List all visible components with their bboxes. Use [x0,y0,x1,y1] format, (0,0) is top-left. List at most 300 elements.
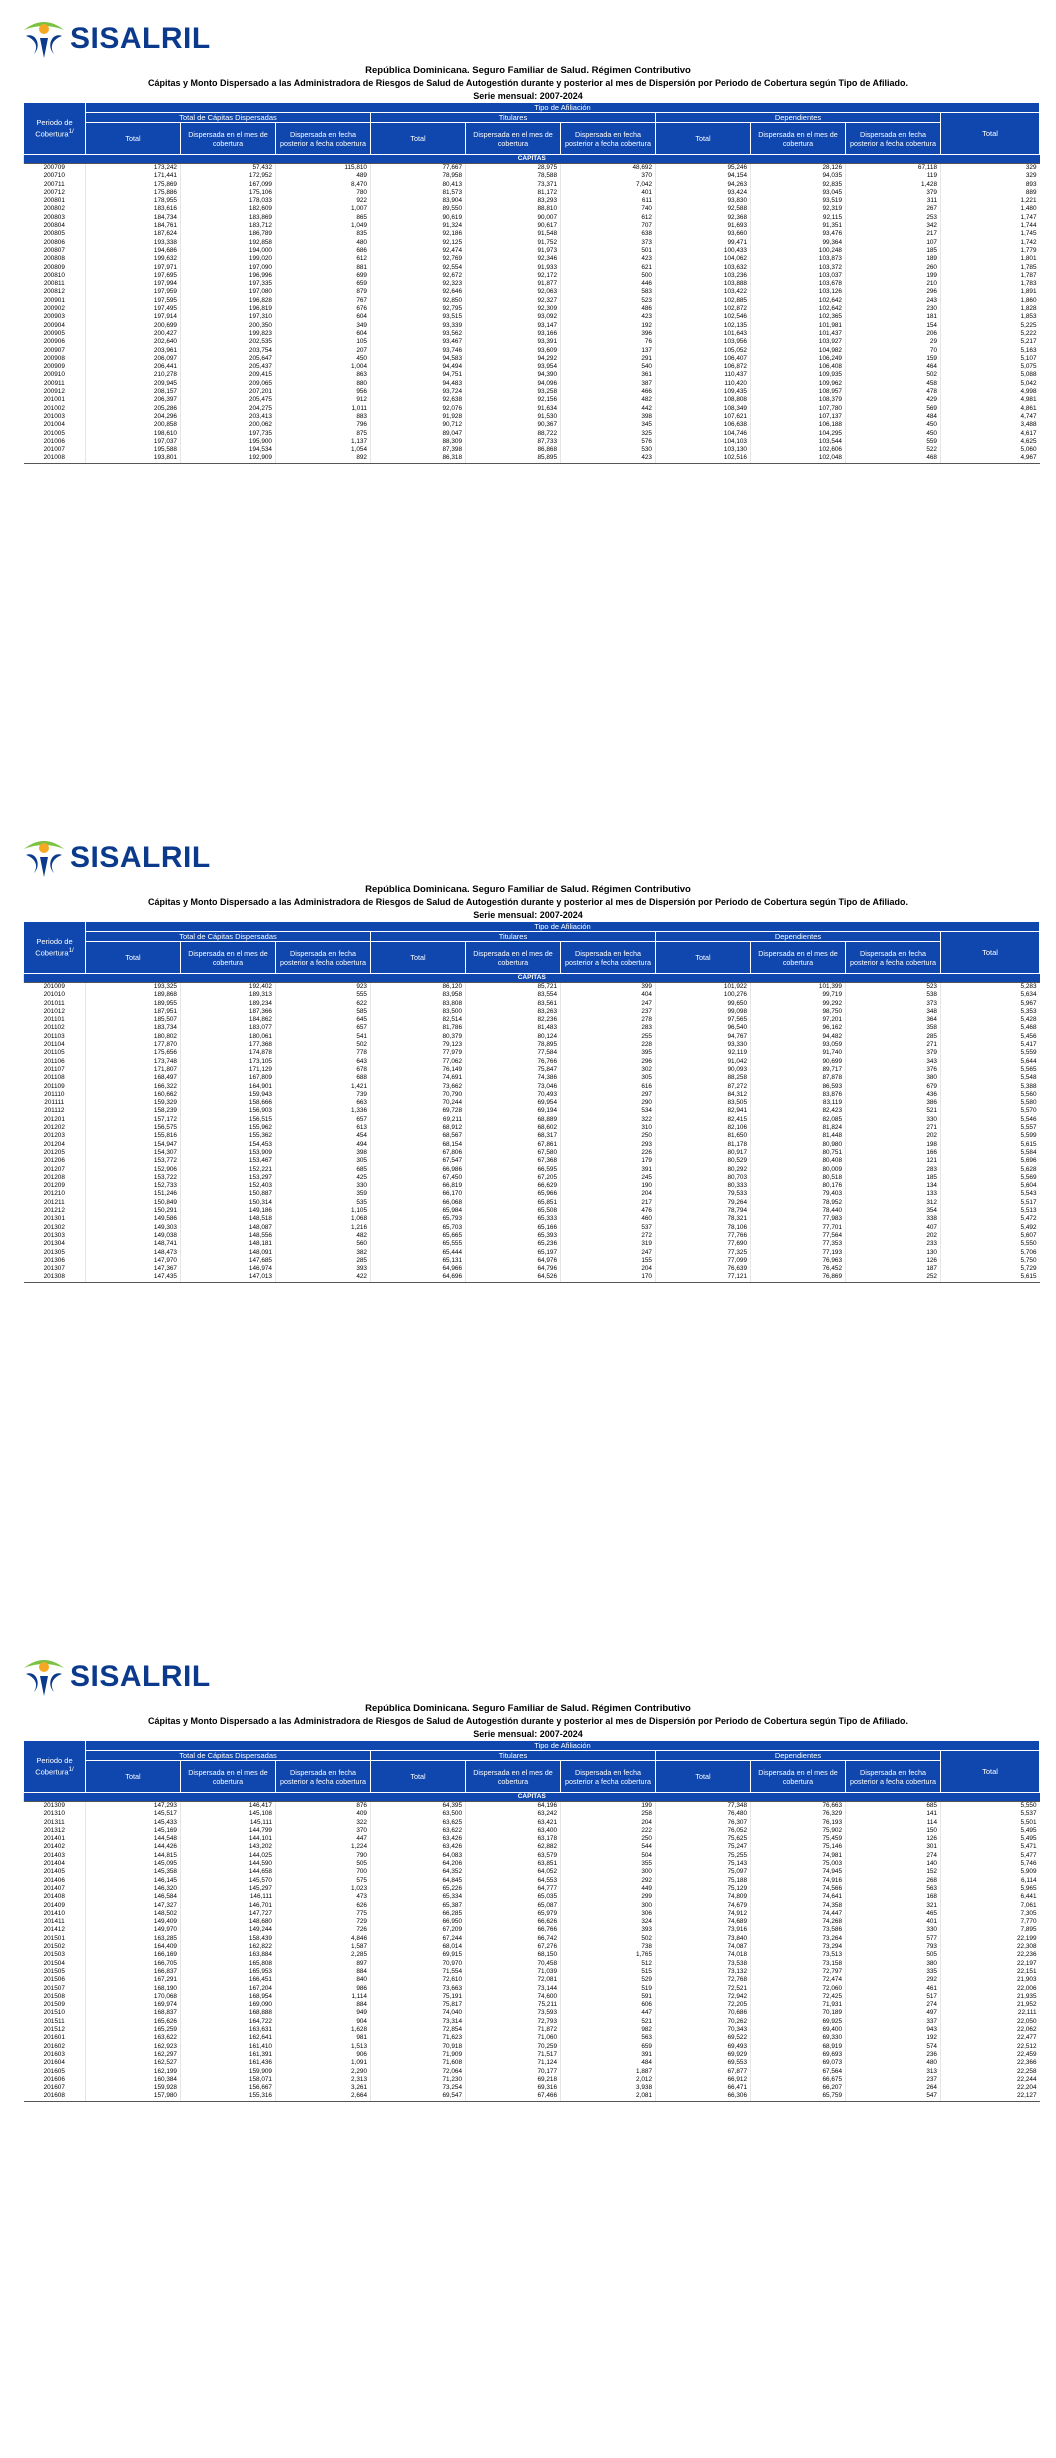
table-cell: 612 [561,214,656,222]
table-cell: 484 [561,2059,656,2067]
table-cell: 376 [846,1066,941,1074]
table-cell: 1,787 [941,272,1040,280]
table-cell: 92,125 [371,239,466,247]
table-cell: 478 [846,388,941,396]
table-cell: 171,129 [181,1066,276,1074]
header-sub-posterior: Dispersada en fecha posterior a fecha cobertura [276,942,371,974]
cell-periodo: 200909 [43,363,65,371]
table-cell: 75,817 [371,2001,466,2009]
table-cell: 83,808 [371,1000,466,1008]
table-cell: 1,224 [276,1843,371,1851]
cell-periodo: 200911 [43,379,65,387]
table-cell: 80,703 [656,1174,751,1182]
table-cell: 884 [276,2001,371,2009]
cell-periodo: 201011 [43,999,65,1007]
table-cell: 146,320 [86,1885,181,1893]
table-cell: 94,292 [466,355,561,363]
cell-periodo: 200804 [43,222,65,230]
table-cell: 293 [561,1141,656,1149]
cell-periodo: 201501 [43,1934,65,1942]
table-cell: 65,087 [466,1902,561,1910]
cell-periodo: 201411 [43,1918,65,1926]
table-cell: 183,869 [181,214,276,222]
table-cell: 94,751 [371,371,466,379]
table-cell: 165,953 [181,1968,276,1976]
table-cell: 80,518 [751,1174,846,1182]
cell-periodo: 201007 [43,446,65,454]
table-row [24,172,1040,180]
table-cell: 168,497 [86,1074,181,1082]
table-cell: 271 [846,1041,941,1049]
table-cell: 103,130 [656,446,751,454]
table-cell: 155,962 [181,1124,276,1132]
table-cell: 63,178 [466,1835,561,1843]
table-cell: 64,206 [371,1860,466,1868]
table-cell: 530 [561,446,656,454]
table-cell: 163,285 [86,1935,181,1943]
table-cell: 200,062 [181,421,276,429]
table-cell: 4,617 [941,430,1040,438]
table-cell: 77,062 [371,1058,466,1066]
table-cell: 69,211 [371,1116,466,1124]
table-cell: 1,428 [846,181,941,189]
table-cell: 875 [276,430,371,438]
table-cell: 337 [846,2018,941,2026]
header-sub-total: Total [656,123,751,155]
table-cell: 141 [846,1810,941,1818]
table-cell: 167,809 [181,1074,276,1082]
table-cell: 466 [561,388,656,396]
table-cell: 92,119 [656,1049,751,1057]
table-cell: 199,632 [86,255,181,263]
table-cell: 302 [561,1066,656,1074]
table-cell: 1,747 [941,214,1040,222]
table-cell: 197,959 [86,288,181,296]
table-cell: 688 [276,1074,371,1082]
table-cell: 110,420 [656,380,751,388]
header-group-total: Total de Cápitas Dispersadas [86,1751,371,1761]
table-cell: 179 [561,1157,656,1165]
table-cell: 91,351 [751,222,846,230]
table-cell: 63,625 [371,1819,466,1827]
table-cell: 67,276 [466,1943,561,1951]
table-cell: 278 [561,1016,656,1024]
table-row [24,1182,1040,1190]
table-cell: 5,967 [941,1000,1040,1008]
table-cell: 89,047 [371,430,466,438]
table-cell: 106,408 [751,363,846,371]
table-cell: 83,561 [466,1000,561,1008]
table-cell: 79,264 [656,1199,751,1207]
table-cell: 105 [276,338,371,346]
table-cell: 192,402 [181,983,276,992]
table-row [24,2068,1040,2076]
cell-periodo: 201205 [43,1148,65,1156]
table-cell: 156,903 [181,1107,276,1115]
table-row [24,1149,1040,1157]
table-cell: 80,176 [751,1182,846,1190]
table-cell: 199,823 [181,330,276,338]
table-cell: 134 [846,1182,941,1190]
table-cell: 250 [561,1835,656,1843]
table-cell: 330 [846,1116,941,1124]
table-cell: 80,413 [371,181,466,189]
table-cell: 252 [846,1273,941,1282]
table-row [24,214,1040,222]
table-cell: 154 [846,322,941,330]
cell-periodo: 201511 [43,2017,65,2025]
table-cell: 154,453 [181,1141,276,1149]
table-cell: 5,628 [941,1166,1040,1174]
table-cell: 155 [561,1257,656,1265]
header-sub-posterior: Dispersada en fecha posterior a fecha cobertura [561,1761,656,1793]
table-row [24,1257,1040,1265]
table-cell: 73,916 [656,1926,751,1934]
table-cell: 473 [276,1893,371,1901]
table-cell: 162,641 [181,2034,276,2042]
table-cell: 76,193 [751,1819,846,1827]
header-sub-posterior: Dispersada en fecha posterior a fecha cobertura [846,1761,941,1793]
table-row [24,1174,1040,1182]
table-cell: 90,699 [751,1058,846,1066]
table-row [24,405,1040,413]
table-cell: 74,040 [371,2009,466,2017]
table-row [24,1141,1040,1149]
table-row [24,1207,1040,1215]
cell-periodo: 201211 [43,1198,65,1206]
table-cell: 5,696 [941,1157,1040,1165]
table-row [24,2059,1040,2067]
cell-periodo: 201103 [43,1032,65,1040]
cell-periodo: 201506 [43,1976,65,1984]
table-cell: 65,793 [371,1215,466,1223]
table-cell: 145,433 [86,1819,181,1827]
table-cell: 175,106 [181,189,276,197]
table-cell: 90,712 [371,421,466,429]
table-cell: 500 [561,272,656,280]
table-cell: 5,550 [941,1240,1040,1248]
header-sub-total: Total [86,942,181,974]
table-cell: 5,607 [941,1232,1040,1240]
table-cell: 423 [561,313,656,321]
table-cell: 74,358 [751,1902,846,1910]
table-cell: 65,333 [466,1215,561,1223]
table-cell: 70,262 [656,2018,751,2026]
table-cell: 67,118 [846,164,941,173]
table-cell: 73,254 [371,2084,466,2092]
cell-periodo: 201510 [43,2009,65,2017]
table-cell: 91,548 [466,230,561,238]
table-cell: 205,647 [181,355,276,363]
table-cell: 5,706 [941,1249,1040,1257]
table-cell: 148,181 [181,1240,276,1248]
table-cell: 767 [276,297,371,305]
table-cell: 66,068 [371,1199,466,1207]
table-cell: 555 [276,991,371,999]
table-cell: 157,980 [86,2092,181,2101]
table-cell: 159,329 [86,1099,181,1107]
cell-periodo: 201406 [43,1876,65,1884]
table-cell: 91,693 [656,222,751,230]
table-cell: 101,981 [751,322,846,330]
cell-periodo: 201304 [43,1240,65,1248]
table-cell: 1,587 [276,1943,371,1951]
table-cell: 154,947 [86,1141,181,1149]
table-cell: 729 [276,1918,371,1926]
table-cell: 5,909 [941,1868,1040,1876]
header-group-total: Total de Cápitas Dispersadas [86,932,371,942]
table-cell: 180,061 [181,1033,276,1041]
table-cell: 370 [276,1827,371,1835]
table-cell: 200,858 [86,421,181,429]
table-cell: 71,608 [371,2059,466,2067]
cell-periodo: 201308 [24,1273,86,1282]
table-cell: 94,096 [466,380,561,388]
table-cell: 137 [561,347,656,355]
table-cell: 5,557 [941,1124,1040,1132]
table-row [24,1033,1040,1041]
table-cell: 109,435 [656,388,751,396]
table-cell: 197,595 [86,297,181,305]
table-cell: 87,733 [466,438,561,446]
table-cell: 880 [276,380,371,388]
table-cell: 65,035 [466,1893,561,1901]
table-cell: 93,045 [751,189,846,197]
table-cell: 606 [561,2001,656,2009]
table-cell: 396 [561,330,656,338]
table-cell: 5,088 [941,371,1040,379]
table-cell: 391 [561,2051,656,2059]
header-sub-mes: Dispersada en el mes de cobertura [751,1761,846,1793]
table-cell: 196,819 [181,305,276,313]
table-row [24,1968,1040,1976]
table-cell: 65,703 [371,1224,466,1232]
table-cell: 338 [846,1215,941,1223]
table-cell: 63,579 [466,1852,561,1860]
table-cell: 144,025 [181,1852,276,1860]
table-cell: 65,444 [371,1249,466,1257]
table-cell: 158,666 [181,1099,276,1107]
table-cell: 66,285 [371,1910,466,1918]
cell-periodo: 201106 [43,1057,65,1065]
table-cell: 8,470 [276,181,371,189]
table-cell: 82,941 [656,1107,751,1115]
table-cell: 104,746 [656,430,751,438]
capitas-table [23,1740,1040,2102]
table-cell: 198 [846,1141,941,1149]
table-cell: 450 [846,430,941,438]
table-cell: 68,912 [371,1124,466,1132]
table-cell: 81,448 [751,1132,846,1140]
table-cell: 196,996 [181,272,276,280]
table-cell: 126 [846,1257,941,1265]
table-cell: 512 [561,1960,656,1968]
table-cell: 87,398 [371,446,466,454]
table-cell: 72,521 [656,1985,751,1993]
table-cell: 91,973 [466,247,561,255]
table-cell: 5,580 [941,1099,1040,1107]
table-cell: 659 [561,2043,656,2051]
table-cell: 311 [846,197,941,205]
table-cell: 2,081 [561,2092,656,2101]
table-cell: 194,686 [86,247,181,255]
table-cell: 559 [846,438,941,446]
table-cell: 204,296 [86,413,181,421]
table-cell: 465 [846,1910,941,1918]
table-cell: 77,348 [656,1802,751,1811]
table-cell: 5,615 [941,1273,1040,1282]
table-cell: 1,023 [276,1885,371,1893]
table-cell: 65,131 [371,1257,466,1265]
table-cell: 738 [561,1943,656,1951]
table-cell: 28,975 [466,164,561,173]
table-cell: 274 [846,2001,941,2009]
table-cell: 102,606 [751,446,846,454]
table-row [24,322,1040,330]
table-cell: 76,452 [751,1265,846,1273]
table-cell: 66,986 [371,1166,466,1174]
table-cell: 162,199 [86,2068,181,2076]
table-cell: 106,407 [656,355,751,363]
table-cell: 68,889 [466,1116,561,1124]
table-cell: 361 [561,371,656,379]
table-cell: 5,492 [941,1224,1040,1232]
table-cell: 354 [846,1207,941,1215]
cell-periodo: 201503 [43,1951,65,1959]
table-cell: 65,979 [466,1910,561,1918]
table-cell: 145,169 [86,1827,181,1835]
table-cell: 77,193 [751,1249,846,1257]
table-cell: 92,115 [751,214,846,222]
cell-periodo: 200807 [43,246,65,254]
table-cell: 386 [846,1099,941,1107]
table-cell: 99,471 [656,239,751,247]
cell-periodo: 200810 [43,271,65,279]
table-cell: 5,517 [941,1199,1040,1207]
table-row [24,1224,1040,1232]
table-cell: 519 [561,1985,656,1993]
header-last-total: Total [941,1751,1040,1793]
sisalril-emblem-icon [20,1654,68,1700]
table-cell: 5,584 [941,1149,1040,1157]
table-cell: 168 [846,1893,941,1901]
table-cell: 92,172 [466,272,561,280]
table-cell: 148,680 [181,1918,276,1926]
table-cell: 67,368 [466,1157,561,1165]
table-cell: 71,931 [751,2001,846,2009]
table-cell: 75,188 [656,1877,751,1885]
table-cell: 81,483 [466,1024,561,1032]
table-cell: 778 [276,1049,371,1057]
table-cell: 312 [846,1199,941,1207]
table-cell: 904 [276,2018,371,2026]
col-periodo: Periodo de Cobertura$^{1/}$ [24,103,86,155]
table-cell: 1,513 [276,2043,371,2051]
table-cell: 75,625 [656,1835,751,1843]
cell-periodo: 200901 [43,296,65,304]
sisalril-logo [20,16,240,64]
table-cell: 5,548 [941,1074,1040,1082]
table-cell: 75,247 [656,1843,751,1851]
table-cell: 260 [846,264,941,272]
table-cell: 330 [846,1926,941,1934]
table-cell: 64,526 [466,1273,561,1282]
table-cell: 21,935 [941,1993,1040,2001]
table-cell: 300 [561,1868,656,1876]
cell-periodo: 201208 [43,1173,65,1181]
table-row [24,1008,1040,1016]
table-cell: 82,085 [751,1116,846,1124]
table-cell: 75,211 [466,2001,561,2009]
table-cell: 189,234 [181,1000,276,1008]
table-cell: 70,259 [466,2043,561,2051]
table-row [24,197,1040,205]
header-sub-mes: Dispersada en el mes de cobertura [466,942,561,974]
table-cell: 5,417 [941,1041,1040,1049]
table-row [24,438,1040,446]
table-cell: 93,147 [466,322,561,330]
table-row [24,2092,1040,2101]
table-row [24,1885,1040,1893]
table-cell: 62,882 [466,1843,561,1851]
table-cell: 63,500 [371,1810,466,1818]
table-cell: 98,750 [751,1008,846,1016]
cell-periodo: 201311 [43,1818,65,1826]
cell-periodo: 201207 [43,1165,65,1173]
table-cell: 166,169 [86,1951,181,1959]
table-cell: 700 [276,1868,371,1876]
header-sub-posterior: Dispersada en fecha posterior a fecha cobertura [276,1761,371,1793]
table-cell: 504 [561,1852,656,1860]
table-cell: 71,872 [466,2026,561,2034]
table-cell: 505 [846,1951,941,1959]
table-cell: 152,906 [86,1166,181,1174]
table-cell: 364 [846,1016,941,1024]
table-cell: 197,695 [86,272,181,280]
report-series: Serie mensual: 2007-2024 [473,91,583,101]
table-cell: 740 [561,205,656,213]
table-cell: 1,011 [276,405,371,413]
table-cell: 643 [276,1058,371,1066]
cell-periodo: 201108 [43,1074,65,1082]
cell-periodo: 200808 [43,255,65,263]
table-cell: 146,584 [86,1893,181,1901]
table-cell: 79,533 [656,1190,751,1198]
table-cell: 69,400 [751,2026,846,2034]
table-cell: 94,035 [751,172,846,180]
table-cell: 91,752 [466,239,561,247]
table-cell: 505 [276,1860,371,1868]
table-cell: 75,143 [656,1860,751,1868]
cell-periodo: 201504 [43,1959,65,1967]
table-cell: 1,742 [941,239,1040,247]
table-cell: 69,522 [656,2034,751,2042]
table-cell: 88,810 [466,205,561,213]
table-row [24,330,1040,338]
table-cell: 92,346 [466,255,561,263]
table-cell: 169,974 [86,2001,181,2009]
table-cell: 322 [276,1819,371,1827]
table-cell: 167,204 [181,1985,276,1993]
cell-periodo: 201512 [43,2026,65,2034]
table-cell: 57,432 [181,164,276,173]
table-cell: 5,107 [941,355,1040,363]
table-cell: 102,135 [656,322,751,330]
table-cell: 981 [276,2034,371,2042]
table-cell: 74,689 [656,1918,751,1926]
table-cell: 663 [276,1099,371,1107]
table-cell: 222 [561,1827,656,1835]
